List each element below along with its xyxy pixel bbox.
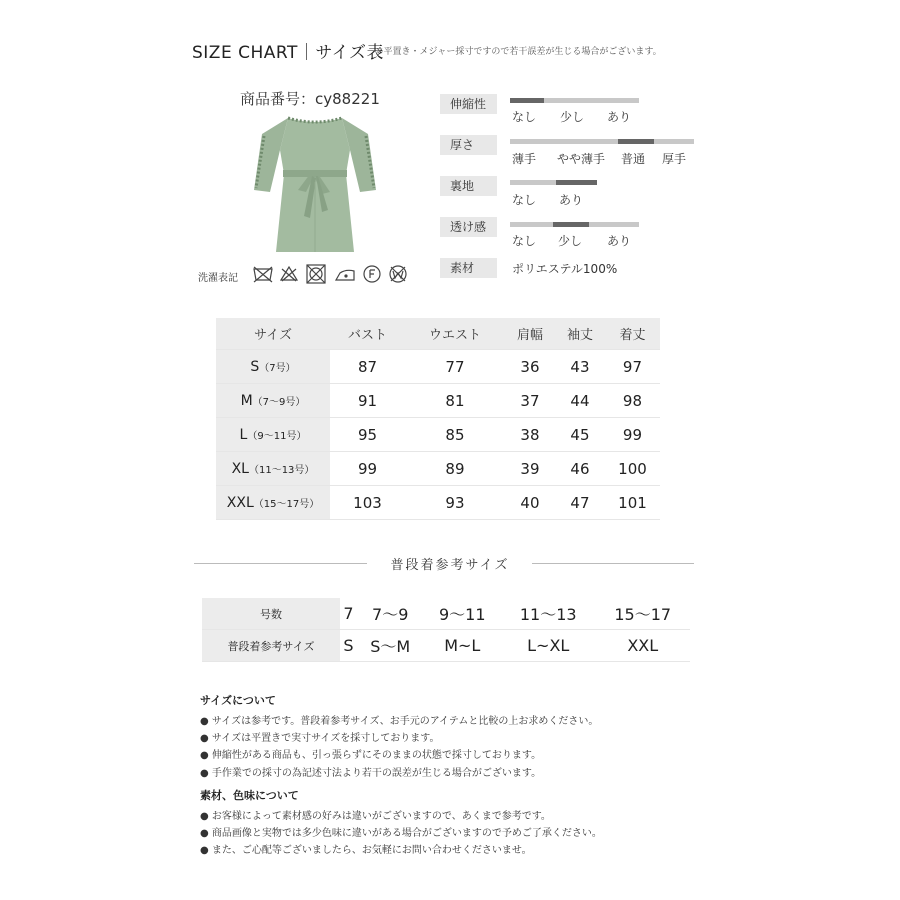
bust-cell: 99 [330,452,405,486]
bust-cell: 103 [330,486,405,520]
length-cell: 101 [605,486,660,520]
divider-right [532,563,694,564]
material-note: ● 商品画像と実物では多少色味に違いがある場合がございますので予めご了承ください。 [200,828,602,839]
size-cell: M（7〜9号） [216,384,330,418]
table-row [216,350,660,384]
thickness-bar-fill [618,139,654,144]
size-chart-title: SIZE CHART｜サイズ表 [192,43,384,63]
thickness-scale-thick: 厚手 [662,152,687,166]
length-cell: 97 [605,350,660,384]
stretch-bar [510,98,639,103]
lining-label: 裏地 [440,176,497,196]
col-shoulder: 肩幅 [505,318,555,350]
shoulder-cell: 37 [505,384,555,418]
ref-cell: S〜M [357,630,424,662]
product-number-label: 商品番号： [240,90,316,108]
ref-cell: 11〜13 [501,598,595,630]
sleeve-cell: 44 [555,384,605,418]
ref-cell: S [340,630,357,662]
size-table [216,318,660,520]
waist-cell: 77 [405,350,505,384]
bust-cell: 87 [330,350,405,384]
stretch-label: 伸縮性 [440,94,497,114]
size-cell: XL（11〜13号） [216,452,330,486]
divider-left [194,563,367,564]
care-icons [252,263,412,285]
thickness-scale-thin: 薄手 [512,152,537,166]
stretch-scale-yes: あり [607,110,632,124]
sheerness-bar [510,222,639,227]
lining-bar [510,180,597,185]
col-size: サイズ [216,318,330,350]
ref-cell: 7 [340,598,357,630]
col-bust: バスト [330,318,405,350]
ref-cell: 9〜11 [424,598,502,630]
sleeve-cell: 43 [555,350,605,384]
material-note: ● お客様によって素材感の好みは違いがございますので、あくまで参考です。 [200,811,551,822]
measurement-note: ※平置き・メジャー採寸ですので若干誤差が生じる場合がございます。 [376,47,662,57]
stretch-bar-fill [510,98,544,103]
table-row [202,630,690,662]
material-label: 素材 [440,258,497,278]
stretch-scale-none: なし [512,110,537,124]
ref-row-label: 普段着参考サイズ [202,630,340,662]
size-note: ● サイズは参考です。普段着参考サイズ、お手元のアイテムと比較の上お求めください。 [200,716,599,727]
table-row [216,384,660,418]
ref-cell: L~XL [501,630,595,662]
iron-low-icon [336,270,354,280]
waist-cell: 81 [405,384,505,418]
length-cell: 100 [605,452,660,486]
shoulder-cell: 39 [505,452,555,486]
no-tumble-dry-icon [307,265,325,283]
ref-row-label: 号数 [202,598,340,630]
waist-cell: 93 [405,486,505,520]
sheerness-scale-little: 少し [558,234,583,248]
shoulder-cell: 36 [505,350,555,384]
lining-bar-fill [556,180,597,185]
table-row [216,452,660,486]
care-label: 洗濯表記 [198,273,238,284]
no-wet-clean-icon [390,266,406,282]
reference-size-table [202,598,690,662]
sheerness-scale-none: なし [512,234,537,248]
material-notes-title: 素材、色味について [200,789,299,802]
reference-size-title: 普段着参考サイズ [390,558,510,573]
col-length: 着丈 [605,318,660,350]
thickness-bar [510,139,694,144]
ref-cell: 15〜17 [595,598,690,630]
waist-cell: 85 [405,418,505,452]
size-cell: S（7号） [216,350,330,384]
shoulder-cell: 38 [505,418,555,452]
bust-cell: 95 [330,418,405,452]
sleeve-cell: 47 [555,486,605,520]
table-row [216,418,660,452]
thickness-label: 厚さ [440,135,497,155]
sheerness-bar-fill [553,222,589,227]
size-cell: L（9〜11号） [216,418,330,452]
thickness-scale-slightly-thin: やや薄手 [557,152,606,166]
length-cell: 99 [605,418,660,452]
waist-cell: 89 [405,452,505,486]
dry-clean-f-icon [364,266,380,282]
product-image [250,112,380,257]
size-note: ● サイズは平置きで実寸サイズを採寸しております。 [200,733,440,744]
product-number-value: cy88221 [315,90,380,108]
size-cell: XXL（15〜17号） [216,486,330,520]
col-waist: ウエスト [405,318,505,350]
no-wash-icon [254,267,272,282]
table-row [216,486,660,520]
ref-cell: M~L [424,630,502,662]
product-number [240,88,380,109]
sheerness-scale-yes: あり [607,234,632,248]
shoulder-cell: 40 [505,486,555,520]
size-table-header-row [216,318,660,350]
bust-cell: 91 [330,384,405,418]
size-note: ● 手作業での採寸の為記述寸法より若干の誤差が生じる場合がございます。 [200,768,542,779]
col-sleeve: 袖丈 [555,318,605,350]
no-bleach-icon [281,267,297,281]
stretch-scale-little: 少し [560,110,585,124]
size-notes-title: サイズについて [200,694,276,707]
lining-scale-none: なし [512,193,537,207]
ref-cell: XXL [595,630,690,662]
sleeve-cell: 46 [555,452,605,486]
ref-cell: 7〜9 [357,598,424,630]
table-row [202,598,690,630]
sleeve-cell: 45 [555,418,605,452]
material-value: ポリエステル100% [512,262,618,276]
material-note: ● また、ご心配等ございましたら、お気軽にお問い合わせくださいませ。 [200,845,532,856]
size-note: ● 伸縮性がある商品も、引っ張らずにそのままの状態で採寸しております。 [200,750,542,761]
thickness-scale-normal: 普通 [621,152,646,166]
sheerness-label: 透け感 [440,217,497,237]
length-cell: 98 [605,384,660,418]
lining-scale-yes: あり [559,193,584,207]
